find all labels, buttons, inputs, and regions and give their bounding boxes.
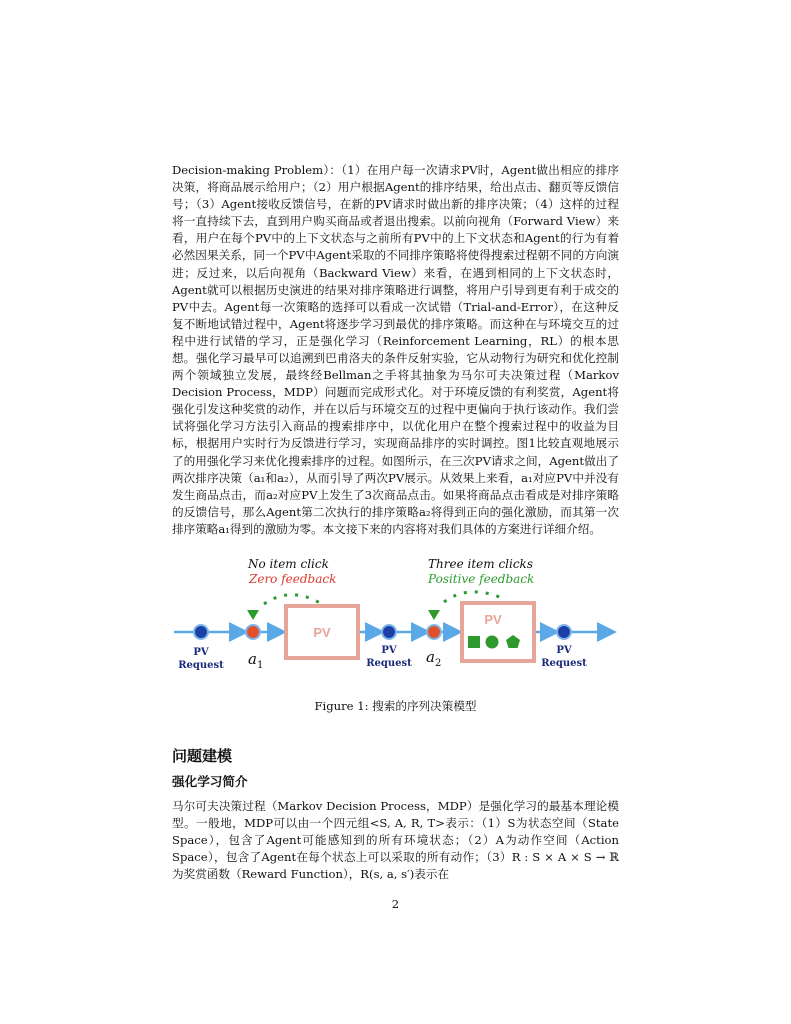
paragraph-2: 强化学习最早可以追溯到巴甫洛夫的条件反射实验，它从动物行为研究和优化控制两个领域独立发展，最终经Bellman之手将其抽象为马尔可夫决策过程（Markov Decision Process，MDP）问题而完成形式化。对于环境反馈的有利奖赏，Agent将强化引发这种奖赏的动作，并在以后与环境交互的过程中更偏向于执行该动作。我们尝试将强化学习方法引入商品的搜索排序中，以优化用户在整个搜索过程中的收益为目标，根据用户实时行为反馈进行学习，实现商品排序的实时调控。图1比较直观地展示了的用强化学习来优化搜索排序的过程。如图所示，在三次PV请求之间，Agent做出了两次排序决策（a₁和a₂），从而引导了两次PV展示。从效果上来看，a₁对应PV中并没有发生商品点击，而a₂对应PV上发生了3次商品点击。如果将商品点击看成是对排序策略的反馈信号，那么Agent第二次执行的排序策略a₂将得到正向的强化激励，而其第一次排序策略a₁得到的激励为零。本文接下来的内容将对我们具体的方案进行详细介绍。 (172, 351, 619, 536)
pv-request-node-2 (382, 625, 396, 639)
paragraph-1: Decision-making Problem）：（1）在用户每一次请求PV时，Agent做出相应的排序决策，将商品展示给用户；（2）用户根据Agent的排序结果，给出点击、翻页等反馈信号；（3）Agent接收反馈信号，在新的PV请求时做出新的排序决策；（4）这样的过程将一直持续下去，直到用户购买商品或者退出搜索。以前向视角（Forward View）来看，用户在每个PV中的上下文状态与之前所有PV中的上下文状态和Agent的行为有着必然因果关系，同一个PV中Agent采取的不同排序策略将使得搜索过程朝不同的方向演进；反过来，以后向视角（Backward View）来看，在遇到相同的上下文状态时，Agent就可以根据历史演进的结果对排序策略进行调整，将用户引导到更有利于成交的PV中去。Agent每一次策略的选择可以看成一次试错（Trial-and-Error），在这种反复不断地试错过程中，Agent将逐步学习到最优的排序策略。而这种在与环境交互的过程中进行试错的学习，正是强化学习（Reinforcement Learning，RL）的根本思想。 (172, 163, 619, 366)
feedback-triangle-a1 (247, 610, 259, 620)
pv-request-label-1-line2: Request (178, 660, 224, 671)
pv-request-node-1 (194, 625, 208, 639)
label-zero-feedback: Zero feedback (249, 572, 337, 586)
pv-box-2-label: PV (484, 612, 502, 627)
figure-caption: Figure 1: 搜索的序列决策模型 (314, 699, 477, 713)
pv-request-label-3-line2: Request (541, 658, 587, 669)
action-label-a2: $a_2$ (426, 648, 442, 669)
section-heading: 问题建模 (172, 747, 233, 765)
item-square-icon (468, 636, 480, 648)
action-node-a1 (246, 625, 260, 639)
pv-request-label-1-line1: PV (193, 647, 209, 658)
action-label-a1: $a_1$ (248, 650, 264, 671)
pv-request-label-2-line1: PV (381, 645, 397, 656)
label-three-item-clicks: Three item clicks (428, 557, 533, 571)
feedback-triangle-a2 (428, 610, 440, 620)
paragraph-3: 马尔可夫决策过程（Markov Decision Process，MDP）是强化学习的最基本理论模型。一般地，MDP可以由一个四元组<S, A, R, T>表示：（1）S为状态空间（State Space），包含了Agent可能感知到的所有环境状态；（2）A为动作空间（Action Space），包含了Agent在每个状态上可以采取的所有动作；（3）R : S × A × S → ℝ为奖赏函数（Reward Function），R(s, a, s′)表示在 (172, 799, 619, 882)
pv-request-label-2-line2: Request (366, 658, 412, 669)
feedback-arc-1 (264, 595, 320, 604)
figure-1-diagram (172, 548, 619, 688)
pv-box-1-label: PV (313, 625, 331, 640)
page-number: 2 (391, 897, 400, 911)
pv-request-node-3 (557, 625, 571, 639)
label-positive-feedback: Positive feedback (428, 572, 535, 586)
feedback-arc-2 (444, 592, 502, 602)
pv-request-label-3-line1: PV (556, 645, 572, 656)
subsection-heading: 强化学习简介 (172, 774, 248, 789)
item-circle-icon (486, 636, 499, 649)
label-no-item-click: No item click (248, 557, 329, 571)
action-node-a2 (427, 625, 441, 639)
